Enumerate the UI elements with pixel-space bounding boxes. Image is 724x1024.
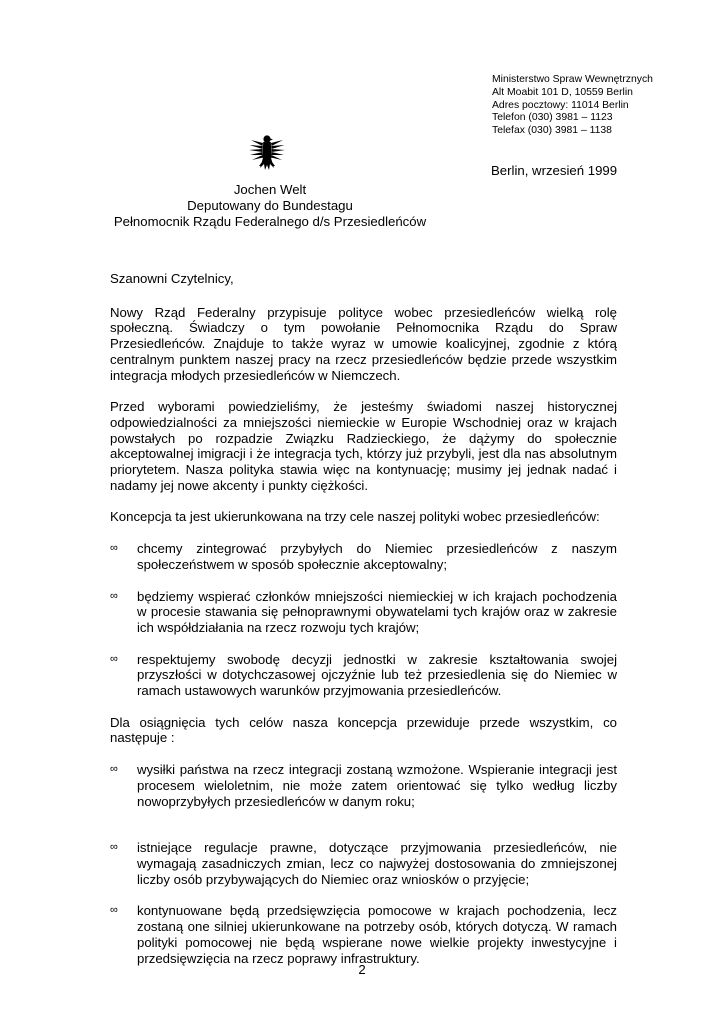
paragraph-intro: Nowy Rząd Federalny przypisuje polityce wobec przesiedleńców wielką rolę społeczną. Świadczy o tym powołanie Pełnomocnika Rządu do Spraw Przesiedleńców. Znajduje to także wyraz w umowie koalicyjnej, zgodnie z którą centralnym punktem naszej pracy na rzecz przesiedleńców będzie przede wszystkim integracja młodych przesiedleńców w Niemczech. [110,304,617,383]
paragraph-responsibility: Przed wyborami powiedzieliśmy, że jesteśmy świadomi naszej historycznej odpowiedzialności za mniejszości niemieckie w Europie Wschodniej oraz w krajach powstałych po rozpadzie Związku Radzieckiego, że dążymy do społecznie akceptowalnej imigracji i że integracja tych, którzy już przybyli, jest dla nas absolutnym priorytetem. Nasza polityka stawia więc na kontynuację; musimy jej jednak nadać i nadamy jej nowe akcenty i punkty ciężkości. [110,399,617,493]
letter-date: Berlin, wrzesień 1999 [491,163,618,178]
ministry-street: Alt Moabit 101 D, 10559 Berlin [492,86,633,98]
goals-list [110,541,617,699]
list-item-text: istniejące regulacje prawne, dotyczące przyjmowania przesiedleńców, nie wymagają zasadniczych zmian, lecz co najwyżej dostosowania do zmniejszonej liczby osób przybywających do Niemiec oraz wniosków o przyjęcie; [137,840,617,887]
bullet-infinity-icon: ∞ [110,589,118,602]
list-item [110,589,617,636]
list-item-text: będziemy wspierać członków mniejszości niemieckiej w ich krajach pochodzenia w procesie stawania się pełnoprawnymi obywatelami tych krajów oraz w zakresie ich współdziałania na rzecz rozwoju tych krajów; [137,588,617,635]
greeting: Szanowni Czytelnicy, [110,271,234,286]
ministry-fax: Telefax (030) 3981 – 1138 [492,125,612,137]
bullet-infinity-icon: ∞ [110,841,118,854]
list-item-text: wysiłki państwa na rzecz integracji zostaną wzmożone. Wspieranie integracji jest procesem wieloletnim, nie może zatem orientować się tylko według liczby nowoprzybyłych przesiedleńców w danym roku; [137,762,617,809]
bullet-infinity-icon: ∞ [110,904,118,917]
list-item [110,903,617,966]
sender-office: Pełnomocnik Rządu Federalnego d/s Przesiedleńców [113,214,427,229]
paragraph-goals-intro: Koncepcja ta jest ukierunkowana na trzy cele naszej polityki wobec przesiedleńców: [110,509,600,525]
federal-eagle-icon [248,133,286,179]
page-number: 2 [358,962,366,977]
list-item-text: respektujemy swobodę decyzji jednostki w zakresie kształtowania swojej przyszłości w dotychczasowej ojczyźnie lub też przesiedlenia się do Niemiec w ramach ustawowych warunków przyjmowania przesiedleńców. [137,651,617,699]
list-item [110,762,617,809]
sender-block [108,182,432,230]
list-item-text: chcemy zintegrować przybyłych do Niemiec przesiedleńców z naszym społeczeństwem w sposób społecznie akceptowalny; [137,541,617,572]
bullet-infinity-icon: ∞ [110,763,118,776]
bullet-infinity-icon: ∞ [110,542,118,555]
list-item [110,840,617,887]
measures-list [110,762,617,966]
bullet-infinity-icon: ∞ [110,652,118,665]
paragraph-measures-intro: Dla osiągnięcia tych celów nasza koncepcja przewiduje przede wszystkim, co następuje : [110,714,617,746]
ministry-name: Ministerstwo Spraw Wewnętrznych [492,74,653,85]
sender-name: Jochen Welt [233,182,307,197]
list-item-text: kontynuowane będą przedsięwzięcia pomocowe w krajach pochodzenia, lecz zostaną one silniej ukierunkowane na potrzeby osób, których dotyczą. W ramach polityki pomocowej nie będą wspierane nowe wielkie projekty inwestycyjne i przedsięwzięcia na rzecz poprawy infrastruktury. [137,903,617,966]
ministry-phone: Telefon (030) 3981 – 1123 [492,112,613,124]
ministry-postal-address: Adres pocztowy: 11014 Berlin [492,99,629,111]
list-item [110,541,617,572]
list-item [110,652,617,699]
sender-role: Deputowany do Bundestagu [187,198,353,213]
ministry-address-block [492,74,717,138]
letter-body [110,271,617,966]
